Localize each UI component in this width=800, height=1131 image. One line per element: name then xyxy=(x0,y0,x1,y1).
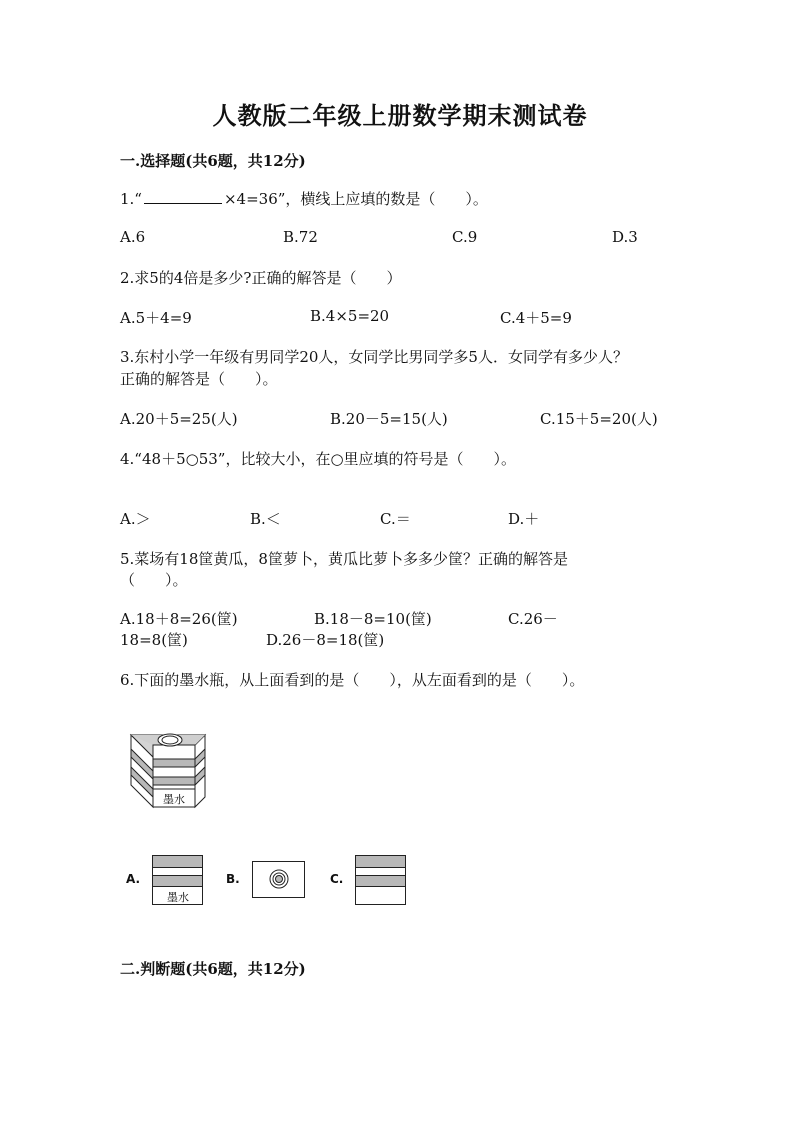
q1-option-a: A.6 xyxy=(120,228,146,246)
q5-option-d: D.26－8=18(筐) xyxy=(266,631,385,649)
question-1-prefix: 1.“ xyxy=(120,190,142,208)
q6-option-a-figure xyxy=(152,855,204,907)
q1-option-d: D.3 xyxy=(612,228,638,246)
question-3-line-1: 3.东村小学一年级有男同学20人，女同学比男同学多5人．女同学有多少人？ xyxy=(120,348,628,366)
q4-option-d: D.＋ xyxy=(508,510,540,528)
q5-option-c-start: C.26－ xyxy=(508,610,558,628)
page-title: 人教版二年级上册数学期末测试卷 xyxy=(212,101,588,130)
question-6: 6.下面的墨水瓶，从上面看到的是（ ），从左面看到的是（ ）。 xyxy=(120,671,585,689)
question-5-line-1: 5.菜场有18筐黄瓜，8筐萝卜，黄瓜比萝卜多多少筐？正确的解答是 xyxy=(120,550,568,568)
q1-option-c: C.9 xyxy=(452,228,478,246)
q2-option-a: A.5＋4=9 xyxy=(120,309,192,327)
q5-option-b: B.18－8=10(筐) xyxy=(314,610,432,628)
q3-option-c: C.15＋5=20(人) xyxy=(540,410,658,428)
option-a-bottle-label: 墨水 xyxy=(167,891,189,904)
q6-option-c-figure xyxy=(355,855,407,907)
answer-blank-line xyxy=(144,190,222,204)
q6-option-b-label: B. xyxy=(226,872,240,886)
bottle-label: 墨水 xyxy=(163,793,185,806)
q2-option-b: B.4×5=20 xyxy=(310,307,390,325)
q3-option-a: A.20＋5=25(人) xyxy=(120,410,238,428)
question-2: 2.求5的4倍是多少?正确的解答是（ ） xyxy=(120,269,402,287)
question-5-line-2: （ ）。 xyxy=(120,571,188,589)
q6-option-a-label: A. xyxy=(126,872,141,886)
q4-option-c: C.＝ xyxy=(380,510,411,528)
q6-option-b-figure xyxy=(252,861,306,899)
q5-option-a: A.18＋8=26(筐) xyxy=(120,610,238,628)
ink-bottle-figure xyxy=(125,725,215,811)
section-heading-choice: 一.选择题(共6题，共12分) xyxy=(120,152,306,170)
q4-option-a: A.＞ xyxy=(120,510,151,528)
q2-option-c: C.4＋5=9 xyxy=(500,309,572,327)
section-heading-judgment: 二.判断题(共6题，共12分) xyxy=(120,960,306,978)
q3-option-b: B.20－5=15(人) xyxy=(330,410,448,428)
q5-option-c-end: 18=8(筐) xyxy=(120,631,188,649)
question-3-line-2: 正确的解答是（ ）。 xyxy=(120,370,278,388)
q4-option-b: B.＜ xyxy=(250,510,281,528)
q1-option-b: B.72 xyxy=(283,228,318,246)
question-1-suffix: ×4=36”，横线上应填的数是（ ）。 xyxy=(223,190,488,208)
q6-option-c-label: C. xyxy=(330,872,344,886)
question-4: 4.“48＋5○53”，比较大小，在○里应填的符号是（ ）。 xyxy=(120,450,517,468)
question-1 xyxy=(120,188,488,209)
